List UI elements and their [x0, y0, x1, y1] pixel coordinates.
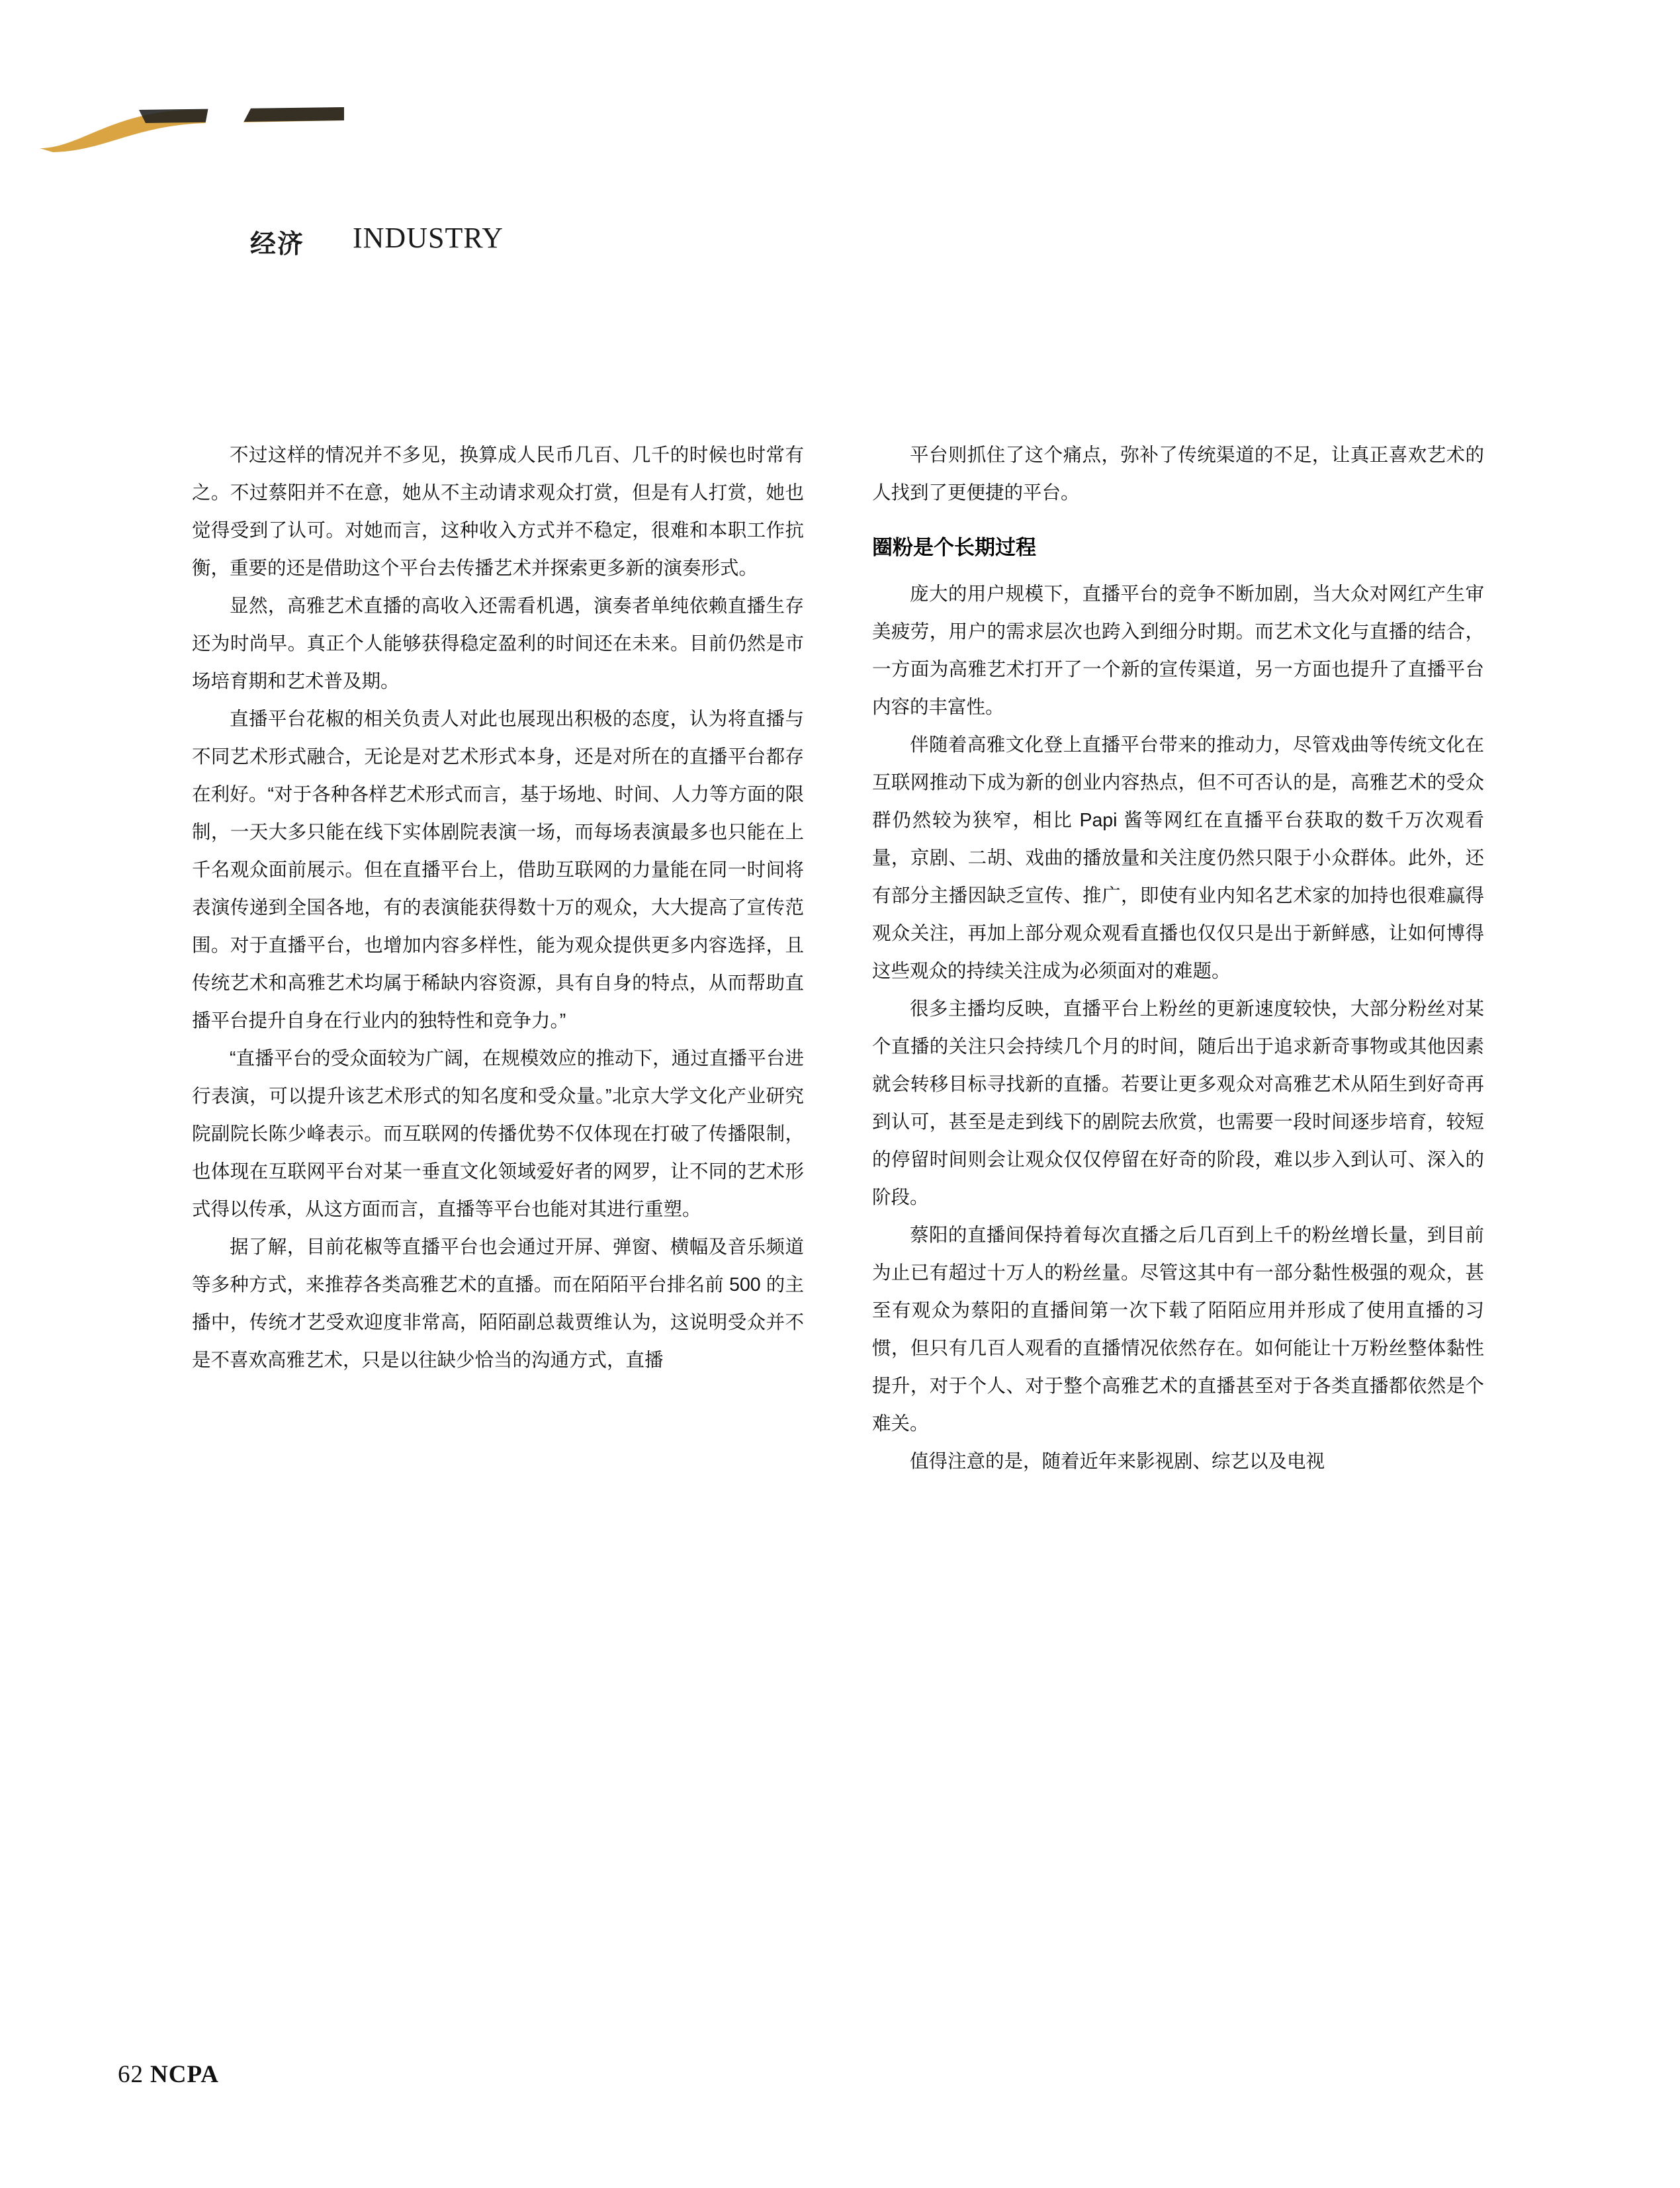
- publication-mark: NCPA: [150, 2061, 220, 2088]
- paragraph: 庞大的用户规模下，直播平台的竞争不断加剧，当大众对网红产生审美疲劳，用户的需求层次也跨入到细分时期。而艺术文化与直播的结合，一方面为高雅艺术打开了一个新的宣传渠道，另一方面也提升了直播平台内容的丰富性。: [872, 584, 1484, 718]
- paragraph: 直播平台花椒的相关负责人对此也展现出积极的态度，认为将直播与不同艺术形式融合，无论是对艺术形式本身，还是对所在的直播平台都存在利好。“对于各种各样艺术形式而言，基于场地、时间、人力等方面的限制，一天大多只能在线下实体剧院表演一场，而每场表演最多也只能在上千名观众面前展示。但在直播平台上，借助互联网的力量能在同一时间将表演传递到全国各地，有的表演能获得数十万的观众，大大提高了宣传范围。对于直播平台，也增加内容多样性，能为观众提供更多内容选择，且传统艺术和高雅艺术均属于稀缺内容资源，具有自身的特点，从而帮助直播平台提升自身在行业内的独特性和竞争力。”: [192, 709, 804, 1031]
- page-header: [0, 106, 1680, 259]
- header-category-cn: 经济: [250, 230, 305, 259]
- body-column-right: [872, 437, 1484, 1481]
- paragraph: 据了解，目前花椒等直播平台也会通过开屏、弹窗、横幅及音乐频道等多种方式，来推荐各类高雅艺术的直播。而在陌陌平台排名前 500 的主播中，传统才艺受欢迎度非常高，陌陌副总裁贾维认为，这说明受众并不是不喜欢高雅艺术，只是以往缺少恰当的沟通方式，直播: [192, 1237, 804, 1371]
- paragraph: “直播平台的受众面较为广阔，在规模效应的推动下，通过直播平台进行表演，可以提升该艺术形式的知名度和受众量。”北京大学文化产业研究院副院长陈少峰表示。而互联网的传播优势不仅体现在打破了传播限制，也体现在互联网平台对某一垂直文化领域爱好者的网罗，让不同的艺术形式得以传承，从这方面而言，直播等平台也能对其进行重塑。: [192, 1048, 804, 1220]
- paragraph: 值得注意的是，随着近年来影视剧、综艺以及电视: [910, 1451, 1325, 1472]
- header-swoosh-decoration: [40, 106, 344, 153]
- paragraph: 显然，高雅艺术直播的高收入还需看机遇，演奏者单纯依赖直播生存还为时尚早。真正个人能够获得稳定盈利的时间还在未来。目前仍然是市场培育期和艺术普及期。: [192, 595, 804, 692]
- paragraph: 伴随着高雅文化登上直播平台带来的推动力，尽管戏曲等传统文化在互联网推动下成为新的创业内容热点，但不可否认的是，高雅艺术的受众群仍然较为狭窄，相比 Papi 酱等网红在直播平台获取的数千万次观看量，京剧、二胡、戏曲的播放量和关注度仍然只限于小众群体。此外，还有部分主播因缺乏宣传、推广，即使有业内知名艺术家的加持也很难赢得观众关注，再加上部分观众观看直播也仅仅只是出于新鲜感，让如何博得这些观众的持续关注成为必须面对的难题。: [872, 734, 1484, 982]
- paragraph: 平台则抓住了这个痛点，弥补了传统渠道的不足，让真正喜欢艺术的人找到了更便捷的平台。: [872, 445, 1484, 503]
- page-footer: [118, 2060, 219, 2089]
- paragraph: 蔡阳的直播间保持着每次直播之后几百到上千的粉丝增长量，到目前为止已有超过十万人的粉丝量。尽管这其中有一部分黏性极强的观众，甚至有观众为蔡阳的直播间第一次下载了陌陌应用并形成了使用直播的习惯，但只有几百人观看的直播情况依然存在。如何能让十万粉丝整体黏性提升，对于个人、对于整个高雅艺术的直播甚至对于各类直播都依然是个难关。: [872, 1225, 1484, 1434]
- paragraph: 很多主播均反映，直播平台上粉丝的更新速度较快，大部分粉丝对某个直播的关注只会持续几个月的时间，随后出于追求新奇事物或其他因素就会转移目标寻找新的直播。若要让更多观众对高雅艺术从陌生到好奇再到认可，甚至是走到线下的剧院去欣赏，也需要一段时间逐步培育，较短的停留时间则会让观众仅仅停留在好奇的阶段，难以步入到认可、深入的阶段。: [872, 998, 1484, 1208]
- header-category-en: INDUSTRY: [353, 222, 504, 254]
- section-subheading: 圈粉是个长期过程: [872, 536, 1036, 559]
- body-column-left: [192, 437, 804, 1379]
- paragraph: 不过这样的情况并不多见，换算成人民币几百、几千的时候也时常有之。不过蔡阳并不在意，她从不主动请求观众打赏，但是有人打赏，她也觉得受到了认可。对她而言，这种收入方式并不稳定，很难和本职工作抗衡，重要的还是借助这个平台去传播艺术并探索更多新的演奏形式。: [192, 445, 804, 579]
- page-number: 62: [118, 2061, 144, 2088]
